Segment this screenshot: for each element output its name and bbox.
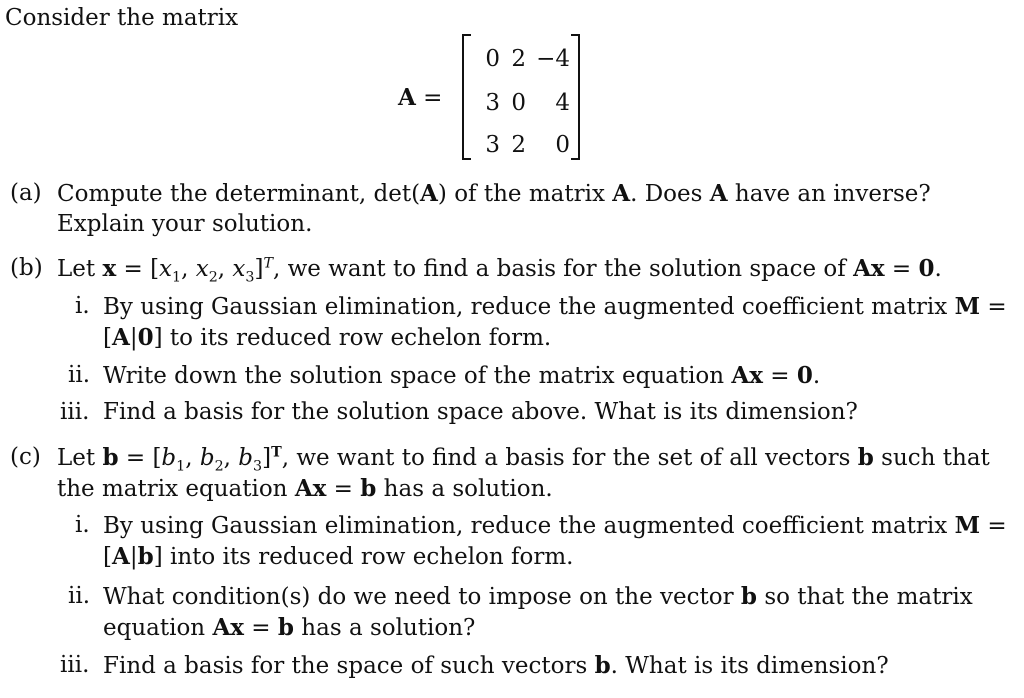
part-c-label: (c) <box>10 444 41 470</box>
part-c-i-num: i. <box>75 512 90 538</box>
part-b-iii-num: iii. <box>60 399 90 425</box>
part-b-i-line2: [A|0] to its reduced row echelon form. <box>103 324 552 351</box>
part-b-i-num: i. <box>75 293 90 319</box>
part-a-line1: Compute the determinant, det(A) of the matrix A. Does A have an inverse? <box>57 180 931 207</box>
matrix-cell: 0 <box>485 46 500 72</box>
part-c-iii-num: iii. <box>60 652 90 678</box>
part-c-i-line1: By using Gaussian elimination, reduce the augmented coefficient matrix M = <box>103 512 1007 539</box>
matrix-cell: 3 <box>485 90 500 116</box>
part-c-iii-line: Find a basis for the space of such vectors b. What is its dimension? <box>103 652 889 679</box>
part-a-label: (a) <box>10 180 42 206</box>
matrix-cell: 4 <box>555 90 570 116</box>
matrix-cell: 2 <box>511 46 526 72</box>
matrix-A <box>462 34 580 160</box>
part-c-line1: Let $b = [b_1$, $b_2$, $b_3]^T$, we want to find a basis for the set of all vectors b such that <box>57 444 990 475</box>
part-b-ii-line: Write down the solution space of the matrix equation Ax = 0. <box>103 362 821 389</box>
part-b-ii-num: ii. <box>68 362 91 388</box>
part-b-i-line1: By using Gaussian elimination, reduce the augmented coefficient matrix M = <box>103 293 1007 320</box>
matrix-cell: 3 <box>485 132 500 158</box>
part-c-ii-line2: equation Ax = b has a solution? <box>103 614 476 641</box>
part-b-line1: Let $x = [x_1$, $x_2$, $x_3]^T$, we want to find a basis for the solution space of Ax = 0. <box>57 255 942 286</box>
intro-text: Consider the matrix <box>5 5 239 31</box>
part-a-line2: Explain your solution. <box>57 211 313 237</box>
matrix-cell: −4 <box>536 46 570 72</box>
matrix-cell: 0 <box>511 90 526 116</box>
part-c-ii-num: ii. <box>68 583 91 609</box>
part-c-line2: the matrix equation Ax = b has a solution. <box>57 475 553 502</box>
part-b-label: (b) <box>10 255 43 281</box>
part-c-i-line2: [A|b] into its reduced row echelon form. <box>103 543 574 570</box>
matrix-cell: 2 <box>511 132 526 158</box>
matrix-label: A = <box>398 84 443 111</box>
part-b-iii-line: Find a basis for the solution space above. What is its dimension? <box>103 399 858 425</box>
matrix-cell: 0 <box>555 132 570 158</box>
part-c-ii-line1: What condition(s) do we need to impose on the vector b so that the matrix <box>103 583 973 610</box>
